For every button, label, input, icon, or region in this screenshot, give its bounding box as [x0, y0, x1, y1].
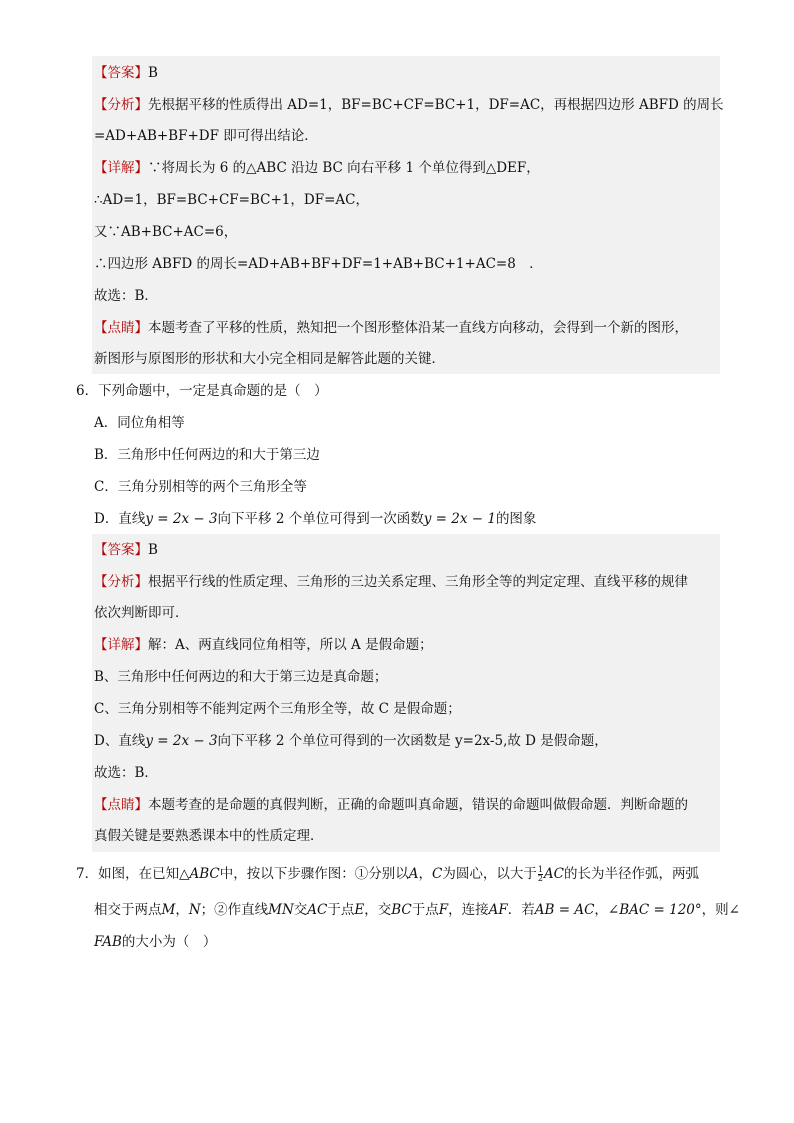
- detail-text: 向下平移 2 个单位可得到的一次函数是 y=2x-5,故 D 是假命题，: [217, 733, 608, 749]
- stem-text: 的大小为（ ）: [121, 934, 217, 950]
- analysis-text: 先根据平移的性质得出 AD=1，BF=BC+CF=BC+1，DF=AC，再根据四边形 ABFD 的周长: [148, 97, 724, 113]
- comment-tag: 【点睛】: [94, 320, 148, 336]
- q7-stem-line-3: [94, 932, 216, 952]
- q6-detail-line-4: [94, 731, 720, 751]
- q6-stem: [76, 381, 328, 401]
- stem-text: ，交: [364, 902, 392, 918]
- stem-text: ，: [594, 902, 608, 918]
- equation: ∠BAC = 120°: [607, 902, 702, 918]
- q6-detail-line-3: [94, 699, 720, 719]
- option-d-text: 向下平移 2 个单位可得到一次函数: [217, 511, 424, 527]
- math-symbol: BC: [391, 902, 412, 918]
- comment-tag: 【点睛】: [94, 797, 148, 813]
- stem-text: 为圆心，以大于: [442, 866, 537, 882]
- math-symbol: E: [354, 902, 365, 918]
- analysis-tag: 【分析】: [94, 97, 148, 113]
- math-symbol: F: [438, 902, 449, 918]
- fraction-denominator: 2: [537, 874, 543, 883]
- detail-text: B、三角形中任何两边的和大于第三边是真命题；: [94, 669, 388, 685]
- q5-comment-line-2: [94, 349, 720, 369]
- q7-stem-line-2: [94, 900, 740, 920]
- q6-detail-line-1: [94, 635, 720, 655]
- question-stem: 下列命题中，一定是真命题的是（ ）: [98, 383, 328, 399]
- math-symbol: FAB: [94, 934, 122, 950]
- choose-text: 故选：B．: [94, 288, 158, 304]
- comment-text: 本题考查的是命题的真假判断，正确的命题叫真命题，错误的命题叫做假命题．判断命题的: [148, 797, 688, 813]
- fraction-numerator: 1: [537, 865, 543, 874]
- q6-choose-line: [94, 763, 720, 783]
- option-d-text: 的图象: [495, 511, 537, 527]
- comment-text: 本题考查了平移的性质，熟知把一个图形整体沿某一直线方向移动，会得到一个新的图形，: [148, 320, 688, 336]
- stem-text: 于点: [411, 902, 439, 918]
- answer-tag: 【答案】: [94, 65, 148, 81]
- detail-text: 解：A、两直线同位角相等，所以 A 是假命题；: [148, 637, 433, 653]
- answer-tag: 【答案】: [94, 542, 148, 558]
- q5-analysis-line-1: [94, 95, 724, 115]
- stem-text: ；②作直线: [200, 902, 269, 918]
- question-number: 6．: [76, 383, 99, 399]
- comment-text: 新图形与原图形的形状和大小完全相同是解答此题的关键．: [94, 351, 445, 367]
- math-symbol: AC: [307, 902, 328, 918]
- q6-option-a: A．同位角相等: [94, 415, 185, 431]
- stem-text: ，: [418, 866, 432, 882]
- stem-text: ，则∠: [701, 902, 740, 918]
- q6-comment-line-2: [94, 826, 720, 846]
- question-number: 7．: [76, 866, 99, 882]
- detail-text: ∵将周长为 6 的△ABC 沿边 BC 向右平移 1 个单位得到△DEF，: [148, 160, 540, 176]
- math-symbol: N: [188, 902, 201, 918]
- stem-text: 交: [293, 902, 308, 918]
- q5-choose-line: [94, 286, 720, 306]
- stem-text: 的长为半径作弧，两弧: [564, 866, 700, 882]
- q6-option-b: B．三角形中任何两边的和大于第三边: [94, 447, 320, 463]
- detail-text: ∴四边形 ABFD 的周长=AD+AB+BF+DF=1+AB+BC+1+AC=8 ．: [94, 256, 543, 272]
- q6-option-d: [94, 509, 536, 529]
- q6-analysis-line-1: [94, 572, 720, 592]
- equation: AB = AC: [534, 902, 595, 918]
- analysis-tag: 【分析】: [94, 574, 148, 590]
- q5-answer-line: [94, 63, 720, 83]
- q5-detail-line-3: [94, 222, 720, 242]
- math-symbol: M: [161, 902, 176, 918]
- q6-detail-line-2: [94, 667, 720, 687]
- detail-text: ∴AD=1，BF=BC+CF=BC+1，DF=AC，: [94, 192, 369, 208]
- math-symbol: AC: [543, 866, 565, 882]
- math-symbol: MN: [268, 902, 294, 918]
- equation: y = 2x − 3: [145, 511, 218, 527]
- stem-text: ．若: [507, 902, 535, 918]
- detail-text: D、直线: [94, 733, 146, 749]
- comment-text: 真假关键是要熟悉课本中的性质定理．: [94, 828, 324, 844]
- math-symbol: △ABC: [179, 866, 220, 882]
- math-symbol: AF: [488, 902, 508, 918]
- analysis-text: 依次判断即可．: [94, 605, 189, 621]
- detail-tag: 【详解】: [94, 637, 148, 653]
- choose-text: 故选：B．: [94, 765, 158, 781]
- q5-comment-line-1: [94, 318, 720, 338]
- analysis-text: =AD+AB+BF+DF 即可得出结论．: [94, 128, 318, 144]
- detail-text: 又∵AB+BC+AC=6，: [94, 224, 238, 240]
- option-d-text: D．直线: [94, 511, 146, 527]
- stem-text: 相交于两点: [94, 902, 162, 918]
- equation: y = 2x − 1: [423, 511, 496, 527]
- detail-text: C、三角分别相等不能判定两个三角形全等，故 C 是假命题；: [94, 701, 461, 717]
- q5-analysis-line-2: [94, 126, 720, 146]
- q5-detail-line-2: [94, 190, 720, 210]
- detail-tag: 【详解】: [94, 160, 148, 176]
- math-symbol: A: [408, 866, 419, 882]
- stem-text: ，连接: [448, 902, 489, 918]
- q6-analysis-line-2: [94, 603, 720, 623]
- q7-stem-line-1: [76, 864, 699, 884]
- fraction: [538, 866, 543, 883]
- analysis-text: 根据平行线的性质定理、三角形的三边关系定理、三角形全等的判定定理、直线平移的规律: [148, 574, 688, 590]
- q5-detail-line-1: [94, 158, 720, 178]
- stem-text: ，: [175, 902, 189, 918]
- equation: y = 2x − 3: [145, 733, 218, 749]
- stem-text: 如图，在已知: [98, 866, 180, 882]
- q6-option-c: C．三角分别相等的两个三角形全等: [94, 479, 307, 495]
- answer-value: B: [148, 542, 158, 558]
- q6-comment-line-1: [94, 795, 720, 815]
- q5-detail-line-4: [94, 254, 720, 274]
- math-symbol: C: [431, 866, 443, 882]
- answer-value: B: [148, 65, 158, 81]
- q6-answer-line: [94, 540, 720, 560]
- stem-text: 于点: [327, 902, 355, 918]
- stem-text: 中，按以下步骤作图：①分别以: [219, 866, 409, 882]
